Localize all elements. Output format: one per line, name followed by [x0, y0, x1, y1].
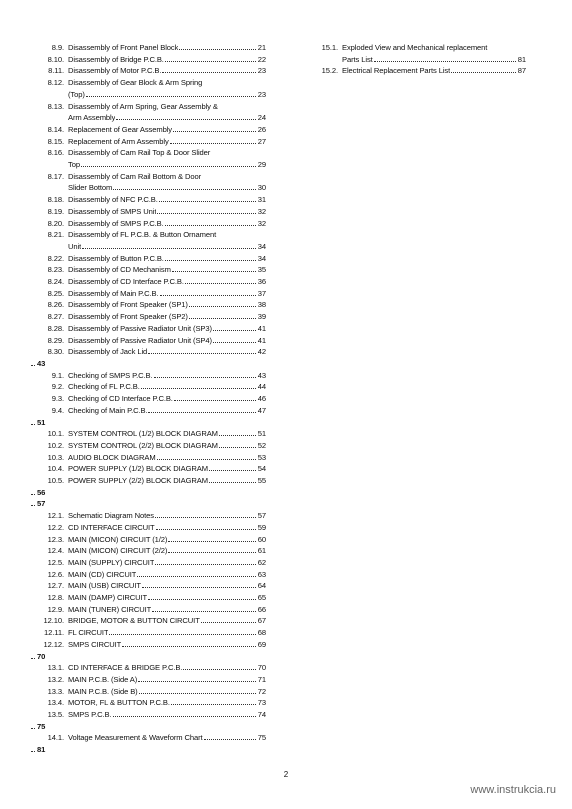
toc-entry-title: Disassembly of Passive Radiator Unit (SP3) — [68, 323, 212, 333]
dot-leader — [165, 254, 256, 261]
toc-subsection[interactable] — [30, 463, 266, 475]
toc-entry-number: 8.24. — [47, 277, 64, 287]
toc-subsection[interactable] — [30, 709, 266, 721]
toc-entry-number: 8.17. — [47, 171, 64, 181]
toc-page-number: 64 — [257, 581, 266, 591]
toc-subsection[interactable] — [30, 276, 266, 288]
toc-entry-number: 15.2. — [321, 66, 338, 76]
toc-subsection[interactable] — [30, 346, 266, 358]
dot-leader — [156, 523, 256, 530]
toc-entry-number: 8.12. — [47, 78, 64, 88]
toc-subsection[interactable] — [30, 381, 266, 393]
toc-entry-number: 8.23. — [47, 265, 64, 275]
toc-page-number: 37 — [257, 288, 266, 298]
toc-entry-number: 8.26. — [47, 300, 64, 310]
toc-subsection[interactable] — [30, 393, 266, 405]
dot-leader — [82, 242, 256, 249]
toc-entry-number: 8.25. — [47, 288, 64, 298]
toc-page-number: 81 — [37, 745, 46, 755]
dot-leader — [137, 570, 255, 577]
toc-page-number: 24 — [257, 113, 266, 123]
dot-leader — [209, 464, 256, 471]
toc-subsection[interactable] — [30, 615, 266, 627]
dot-leader — [170, 137, 256, 144]
dot-leader — [113, 710, 256, 717]
dot-leader — [171, 698, 256, 705]
toc-page-number: 74 — [257, 710, 266, 720]
toc-subsection[interactable] — [30, 405, 266, 417]
toc-page-number: 72 — [257, 686, 266, 696]
toc-entry-title: FL CIRCUIT — [68, 628, 109, 638]
dot-leader — [173, 125, 256, 132]
toc-subsection[interactable] — [30, 522, 266, 534]
toc-entry-number: 13.1. — [47, 663, 64, 673]
toc-entry-number: 8.14. — [47, 124, 64, 134]
toc-subsection[interactable] — [304, 42, 526, 65]
toc-page-number: 34 — [257, 241, 266, 251]
toc-entry-title: Disassembly of SMPS Unit — [68, 206, 157, 216]
toc-entry-title: SMPS P.C.B. — [68, 710, 112, 720]
dot-leader — [174, 394, 256, 401]
toc-entry-number: 12.8. — [47, 593, 64, 603]
toc-subsection[interactable] — [30, 662, 266, 674]
toc-subsection[interactable] — [30, 54, 266, 66]
toc-page-number: 63 — [257, 569, 266, 579]
toc-subsection[interactable] — [30, 370, 266, 382]
toc-page-number: 29 — [257, 160, 266, 170]
toc-subsection[interactable] — [30, 229, 266, 252]
toc-entry-title: Replacement of Gear Assembly — [68, 124, 172, 134]
toc-subsection[interactable] — [30, 569, 266, 581]
toc-entry-number: 8.29. — [47, 335, 64, 345]
toc-subsection[interactable] — [30, 264, 266, 276]
toc-page-number: 67 — [257, 616, 266, 626]
dot-leader — [213, 324, 256, 331]
toc-page-number: 60 — [257, 534, 266, 544]
toc-subsection[interactable] — [30, 686, 266, 698]
toc-entry-number: 10.5. — [47, 476, 64, 486]
dot-leader — [219, 429, 256, 436]
toc-entry-number: 12.9. — [47, 604, 64, 614]
dot-leader — [86, 90, 256, 97]
toc-entry-number: 10.2. — [47, 440, 64, 450]
toc-entry-number: 8.10. — [47, 54, 64, 64]
toc-entry-title: Disassembly of Bridge P.C.B. — [68, 54, 164, 64]
toc-page-number: 38 — [257, 300, 266, 310]
dot-leader — [109, 628, 255, 635]
toc-entry-title: Schematic Diagram Notes — [68, 511, 154, 521]
toc-entry-title: CD INTERFACE & BRIDGE P.C.B. — [68, 663, 183, 673]
toc-page-number: 55 — [257, 476, 266, 486]
toc-subsection[interactable] — [30, 253, 266, 265]
dot-leader — [113, 183, 255, 190]
toc-entry-title: Disassembly of SMPS P.C.B. — [68, 218, 164, 228]
toc-entry-title: Voltage Measurement & Waveform Chart — [68, 733, 203, 743]
toc-entry-number: 9.1. — [51, 370, 64, 380]
toc-entry-title: MAIN (CD) CIRCUIT — [68, 569, 137, 579]
toc-entry-title: CD INTERFACE CIRCUIT — [68, 522, 155, 532]
toc-section[interactable] — [30, 721, 266, 733]
toc-page-number: 27 — [257, 136, 266, 146]
toc-subsection[interactable] — [30, 299, 266, 311]
toc-entry-title: Disassembly of Front Speaker (SP1) — [68, 300, 188, 310]
toc-entry-number: 14.1. — [47, 733, 64, 743]
toc-entry-title: Disassembly of Passive Radiator Unit (SP4) — [68, 335, 212, 345]
toc-subsection[interactable] — [30, 580, 266, 592]
toc-subsection[interactable] — [30, 147, 266, 170]
toc-entry-title: Disassembly of NFC P.C.B. — [68, 195, 158, 205]
toc-subsection[interactable] — [30, 557, 266, 569]
toc-page-number: 52 — [257, 440, 266, 450]
toc-page-number: 39 — [257, 312, 266, 322]
dot-leader — [157, 453, 256, 460]
toc-subsection[interactable] — [30, 335, 266, 347]
toc-page-number: 46 — [257, 394, 266, 404]
toc-page-number: 81 — [517, 54, 526, 64]
toc-page-number: 36 — [257, 277, 266, 287]
toc-subsection[interactable] — [30, 674, 266, 686]
dot-leader — [183, 663, 255, 670]
toc-entry-number: 8.20. — [47, 218, 64, 228]
toc-subsection[interactable] — [30, 218, 266, 230]
dot-leader — [155, 511, 256, 518]
toc-page-number: 66 — [257, 604, 266, 614]
toc-subsection[interactable] — [30, 194, 266, 206]
toc-section[interactable] — [30, 651, 266, 663]
toc-subsection[interactable] — [30, 697, 266, 709]
toc-entry-number: 12.5. — [47, 557, 64, 567]
toc-subsection[interactable] — [30, 510, 266, 522]
dot-leader — [31, 745, 35, 752]
dot-leader — [31, 722, 35, 729]
toc-entry-number: 10.1. — [47, 429, 64, 439]
toc-entry-number: 10.3. — [47, 452, 64, 462]
toc-entry-title: Checking of Main P.C.B. — [68, 405, 148, 415]
toc-entry-title-line: Disassembly of Cam Rail Top & Door Slider — [68, 148, 211, 158]
toc-column-left — [30, 42, 266, 756]
toc-page-number: 32 — [257, 218, 266, 228]
toc-section[interactable] — [30, 498, 266, 510]
toc-entry-number: 8.27. — [47, 312, 64, 322]
dot-leader — [31, 359, 35, 366]
toc-page-number: 23 — [257, 89, 266, 99]
toc-page-number: 21 — [257, 43, 266, 52]
toc-entry-number: 8.28. — [47, 323, 64, 333]
toc-entry-title: MAIN (MICON) CIRCUIT (1/2) — [68, 534, 168, 544]
toc-page-number: 57 — [37, 499, 46, 509]
toc-subsection[interactable] — [30, 592, 266, 604]
toc-entry-title: Arm Assembly — [68, 113, 116, 123]
toc-entry-title-line: Disassembly of FL P.C.B. & Button Ornament — [68, 230, 217, 240]
toc-entry-number: 13.3. — [47, 686, 64, 696]
dot-leader — [172, 265, 256, 272]
dot-leader — [179, 43, 255, 50]
toc-entry-number: 8.30. — [47, 347, 64, 357]
toc-entry-number: 13.4. — [47, 698, 64, 708]
toc-entry-number: 8.15. — [47, 136, 64, 146]
toc-section[interactable] — [30, 744, 266, 756]
toc-entry-title: Disassembly of Motor P.C.B. — [68, 66, 162, 76]
dot-leader — [148, 593, 256, 600]
toc-page-number: 35 — [257, 265, 266, 275]
dot-leader — [148, 347, 256, 354]
toc-page-number: 70 — [37, 651, 46, 661]
toc-subsection[interactable] — [30, 65, 266, 77]
toc-page-number: 26 — [257, 124, 266, 134]
toc-entry-title: Electrical Replacement Parts List — [342, 66, 451, 76]
toc-entry-title: Disassembly of CD Mechanism — [68, 265, 171, 275]
toc-entry-title: Disassembly of Button P.C.B. — [68, 253, 164, 263]
toc-page-number: 22 — [257, 54, 266, 64]
toc-subsection[interactable] — [30, 545, 266, 557]
dot-leader — [209, 476, 256, 483]
toc-page-number: 43 — [257, 370, 266, 380]
toc-subsection[interactable] — [30, 101, 266, 124]
toc-entry-number: 8.13. — [47, 101, 64, 111]
toc-entry-number: 12.4. — [47, 546, 64, 556]
toc-entry-number: 8.16. — [47, 148, 64, 158]
dot-leader — [185, 277, 256, 284]
toc-page-number: 87 — [517, 66, 526, 76]
toc-subsection[interactable] — [30, 475, 266, 487]
toc-subsection[interactable] — [304, 65, 526, 77]
page-number: 2 — [283, 770, 289, 779]
toc-page-number: 53 — [257, 452, 266, 462]
toc-entry-title: MAIN P.C.B. (Side B) — [68, 686, 138, 696]
dot-leader — [138, 675, 256, 682]
dot-leader — [122, 640, 256, 647]
toc-section[interactable] — [30, 487, 266, 499]
toc-entry-title-line: Disassembly of Cam Rail Bottom & Door — [68, 171, 202, 181]
toc-entry-title: SYSTEM CONTROL (2/2) BLOCK DIAGRAM — [68, 440, 218, 450]
toc-page-number: 54 — [257, 464, 266, 474]
toc-entry-number: 8.9. — [51, 43, 64, 52]
toc-entry-title: MAIN (SUPPLY) CIRCUIT — [68, 557, 155, 567]
watermark: www.instrukcia.ru — [470, 784, 556, 796]
toc-subsection[interactable] — [30, 604, 266, 616]
toc-entry-number: 9.4. — [51, 405, 64, 415]
toc-entry-number: 8.18. — [47, 195, 64, 205]
toc-page-number: 23 — [257, 66, 266, 76]
toc-subsection[interactable] — [30, 452, 266, 464]
toc-page-number: 57 — [257, 511, 266, 521]
dot-leader — [31, 418, 35, 425]
toc-subsection[interactable] — [30, 627, 266, 639]
dot-leader — [168, 546, 255, 553]
dot-leader — [31, 488, 35, 495]
toc-entry-title: Checking of CD Interface P.C.B. — [68, 394, 173, 404]
toc-page-number: 56 — [37, 487, 46, 497]
toc-entry-number: 13.5. — [47, 710, 64, 720]
toc-entry-title: AUDIO BLOCK DIAGRAM — [68, 452, 156, 462]
toc-entry-number: 12.10. — [43, 616, 64, 626]
toc-entry-number: 8.19. — [47, 206, 64, 216]
toc-page-number: 59 — [257, 522, 266, 532]
toc-page-number: 41 — [257, 335, 266, 345]
toc-entry-title: MOTOR, FL & BUTTON P.C.B. — [68, 698, 170, 708]
toc-entry-number: 8.11. — [48, 66, 64, 76]
dot-leader — [155, 558, 255, 565]
toc-page-number: 44 — [257, 382, 266, 392]
toc-page-number: 75 — [37, 721, 46, 731]
dot-leader — [116, 113, 255, 120]
toc-page-number: 65 — [257, 593, 266, 603]
toc-entry-title: Top — [68, 160, 80, 170]
dot-leader — [204, 733, 256, 740]
toc-page-number: 31 — [257, 195, 266, 205]
toc-entry-title: MAIN (DAMP) CIRCUIT — [68, 593, 148, 603]
toc-page-number: 61 — [257, 546, 266, 556]
toc-page-number: 75 — [257, 733, 266, 743]
toc-subsection[interactable] — [30, 311, 266, 323]
dot-leader — [142, 581, 256, 588]
toc-entry-title: MAIN (TUNER) CIRCUIT — [68, 604, 152, 614]
dot-leader — [148, 406, 255, 413]
toc-page-number: 47 — [257, 405, 266, 415]
toc-entry-title: MAIN (USB) CIRCUIT — [68, 581, 141, 591]
toc-entry-number: 12.7. — [47, 581, 64, 591]
toc-entry-title-line: Disassembly of Gear Block & Arm Spring — [68, 78, 203, 88]
toc-page-number: 32 — [257, 206, 266, 216]
toc-subsection[interactable] — [30, 136, 266, 148]
toc-entry-number: 12.12. — [43, 639, 64, 649]
toc-entry-title: Disassembly of Front Speaker (SP2) — [68, 312, 188, 322]
toc-page-number: 71 — [257, 674, 266, 684]
toc-page-number: 42 — [257, 347, 266, 357]
toc-entry-title: Disassembly of Jack Lid — [68, 347, 148, 357]
toc-entry-title: BRIDGE, MOTOR & BUTTON CIRCUIT — [68, 616, 200, 626]
toc-entry-number: 12.2. — [47, 522, 64, 532]
toc-entry-title: POWER SUPPLY (2/2) BLOCK DIAGRAM — [68, 476, 208, 486]
toc-page-number: 68 — [257, 628, 266, 638]
toc-subsection[interactable] — [30, 428, 266, 440]
toc-entry-number: 9.3. — [51, 394, 64, 404]
toc-entry-title: Replacement of Arm Assembly — [68, 136, 169, 146]
dot-leader — [168, 535, 255, 542]
toc-subsection[interactable] — [30, 171, 266, 194]
dot-leader — [189, 312, 256, 319]
dot-leader — [213, 336, 256, 343]
toc-entry-title: Slider Bottom — [68, 183, 113, 193]
dot-leader — [165, 55, 256, 62]
toc-subsection[interactable] — [30, 77, 266, 100]
toc-entry-title: (Top) — [68, 89, 85, 99]
toc-section[interactable] — [30, 358, 266, 370]
toc-section[interactable] — [30, 417, 266, 429]
dot-leader — [152, 605, 256, 612]
dot-leader — [81, 160, 256, 167]
toc-page-number: 51 — [37, 417, 46, 427]
toc-page-number: 70 — [257, 663, 266, 673]
dot-leader — [31, 499, 35, 506]
toc-entry-number: 15.1. — [321, 43, 338, 52]
toc-subsection[interactable] — [30, 206, 266, 218]
dot-leader — [219, 441, 256, 448]
toc-page-number: 62 — [257, 557, 266, 567]
toc-subsection[interactable] — [30, 288, 266, 300]
toc-entry-number: 12.6. — [47, 569, 64, 579]
toc-subsection[interactable] — [30, 42, 266, 54]
dot-leader — [160, 289, 256, 296]
toc-page-number: 43 — [37, 358, 46, 368]
toc-entry-title: Unit — [68, 241, 82, 251]
dot-leader — [165, 219, 256, 226]
toc-entry-title-line: Exploded View and Mechanical replacement — [342, 43, 488, 52]
toc-entry-number: 12.3. — [47, 534, 64, 544]
dot-leader — [201, 616, 256, 623]
dot-leader — [157, 207, 255, 214]
toc-entry-title: Parts List — [342, 54, 373, 64]
toc-entry-number: 12.11. — [44, 628, 64, 638]
dot-leader — [139, 687, 256, 694]
toc-entry-title: SYSTEM CONTROL (1/2) BLOCK DIAGRAM — [68, 429, 218, 439]
toc-page-number: 41 — [257, 323, 266, 333]
toc-entry-title: Disassembly of Main P.C.B. — [68, 288, 159, 298]
dot-leader — [162, 66, 255, 73]
toc-entry-number: 13.2. — [47, 674, 64, 684]
toc-entry-title: Checking of SMPS P.C.B. — [68, 370, 153, 380]
toc-entry-title: MAIN (MICON) CIRCUIT (2/2) — [68, 546, 168, 556]
toc-subsection[interactable] — [30, 323, 266, 335]
toc-page-number: 30 — [257, 183, 266, 193]
toc-page-number: 34 — [257, 253, 266, 263]
toc-subsection[interactable] — [30, 124, 266, 136]
toc-entry-title: MAIN P.C.B. (Side A) — [68, 674, 138, 684]
toc-subsection[interactable] — [30, 732, 266, 744]
toc-entry-title: SMPS CIRCUIT — [68, 639, 122, 649]
toc-page-number: 69 — [257, 639, 266, 649]
toc-subsection[interactable] — [30, 639, 266, 651]
toc-entry-title: POWER SUPPLY (1/2) BLOCK DIAGRAM — [68, 464, 208, 474]
toc-entry-title: Checking of FL P.C.B. — [68, 382, 140, 392]
toc-entry-title: Disassembly of Front Panel Block — [68, 43, 179, 52]
dot-leader — [374, 55, 516, 62]
dot-leader — [159, 195, 256, 202]
dot-leader — [31, 652, 35, 659]
toc-entry-title: Disassembly of CD Interface P.C.B. — [68, 277, 184, 287]
toc-entry-number: 8.21. — [47, 230, 64, 240]
toc-entry-number: 8.22. — [47, 253, 64, 263]
toc-entry-title-line: Disassembly of Arm Spring, Gear Assembly & — [68, 101, 218, 111]
toc-subsection[interactable] — [30, 440, 266, 452]
toc-column-right — [304, 42, 526, 77]
toc-subsection[interactable] — [30, 534, 266, 546]
toc-entry-number: 9.2. — [51, 382, 64, 392]
toc-page-number: 51 — [257, 429, 266, 439]
dot-leader — [154, 371, 256, 378]
toc-entry-number: 10.4. — [47, 464, 64, 474]
dot-leader — [451, 66, 516, 73]
toc-page-number: 73 — [257, 698, 266, 708]
toc-entry-number: 12.1. — [47, 511, 64, 521]
dot-leader — [141, 382, 256, 389]
dot-leader — [189, 300, 256, 307]
